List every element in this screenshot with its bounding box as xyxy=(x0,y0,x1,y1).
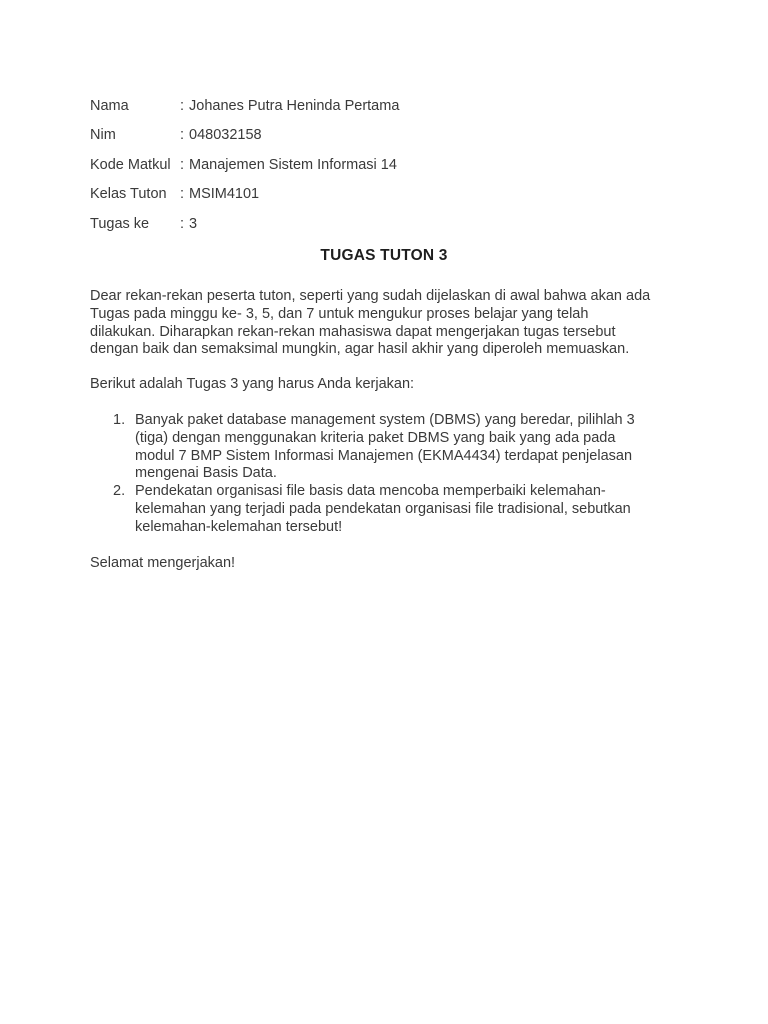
lead-paragraph: Berikut adalah Tugas 3 yang harus Anda kerjakan: xyxy=(90,376,415,392)
list-item xyxy=(90,412,670,483)
list-item-number: 2. xyxy=(113,483,126,500)
identity-colon: : xyxy=(180,97,185,114)
identity-value: 048032158 xyxy=(189,127,262,144)
identity-label: Kelas Tuton xyxy=(90,186,167,203)
list-item-number: 1. xyxy=(113,412,126,428)
identity-label: Nim xyxy=(90,127,116,144)
task-line: Pendekatan organisasi file basis data mencoba memperbaiki kelemahan- xyxy=(135,483,606,500)
task-line: Banyak paket database management system (DBMS) yang beredar, pilihlah 3 xyxy=(135,412,635,428)
intro-line: dengan baik dan semaksimal mungkin, agar hasil akhir yang diperoleh memuaskan. xyxy=(90,341,630,358)
task-line: mengenai Basis Data. xyxy=(135,465,277,482)
task-list xyxy=(90,412,670,537)
identity-row-class xyxy=(90,180,399,210)
identity-value: 3 xyxy=(189,215,198,232)
identity-label: Nama xyxy=(90,97,129,114)
identity-colon: : xyxy=(180,186,185,203)
identity-row-name xyxy=(90,91,399,121)
identity-table xyxy=(90,91,399,239)
identity-label: Kode Matkul xyxy=(90,156,171,173)
intro-line: Tugas pada minggu ke- 3, 5, dan 7 untuk mengukur proses belajar yang telah xyxy=(90,305,589,322)
list-item xyxy=(90,483,670,536)
document-title: TUGAS TUTON 3 xyxy=(320,247,448,264)
intro-line: dilakukan. Diharapkan rekan-rekan mahasiswa dapat mengerjakan tugas tersebut xyxy=(90,323,616,340)
intro-line: Dear rekan-rekan peserta tuton, seperti yang sudah dijelaskan di awal bahwa akan ada xyxy=(90,288,651,304)
identity-value: Johanes Putra Heninda Pertama xyxy=(189,97,400,114)
identity-value: Manajemen Sistem Informasi 14 xyxy=(189,156,397,173)
identity-colon: : xyxy=(180,215,185,232)
closing-paragraph: Selamat mengerjakan! xyxy=(90,555,236,571)
task-line: modul 7 BMP Sistem Informasi Manajemen (EKMA4434) terdapat penjelasan xyxy=(135,447,633,464)
identity-row-course-code xyxy=(90,150,399,180)
identity-row-nim xyxy=(90,121,399,151)
task-line: (tiga) dengan menggunakan kriteria paket DBMS yang baik yang ada pada xyxy=(135,429,616,446)
identity-colon: : xyxy=(180,156,185,173)
identity-value: MSIM4101 xyxy=(189,186,260,203)
intro-paragraph xyxy=(90,288,690,359)
list-item-text xyxy=(135,412,665,483)
list-item-text xyxy=(135,483,665,536)
task-line: kelemahan-kelemahan tersebut! xyxy=(135,518,343,535)
identity-row-task-number xyxy=(90,209,399,239)
task-line: kelemahan yang terjadi pada pendekatan organisasi file tradisional, sebutkan xyxy=(135,500,631,517)
identity-label: Tugas ke xyxy=(90,215,150,232)
identity-colon: : xyxy=(180,127,185,144)
